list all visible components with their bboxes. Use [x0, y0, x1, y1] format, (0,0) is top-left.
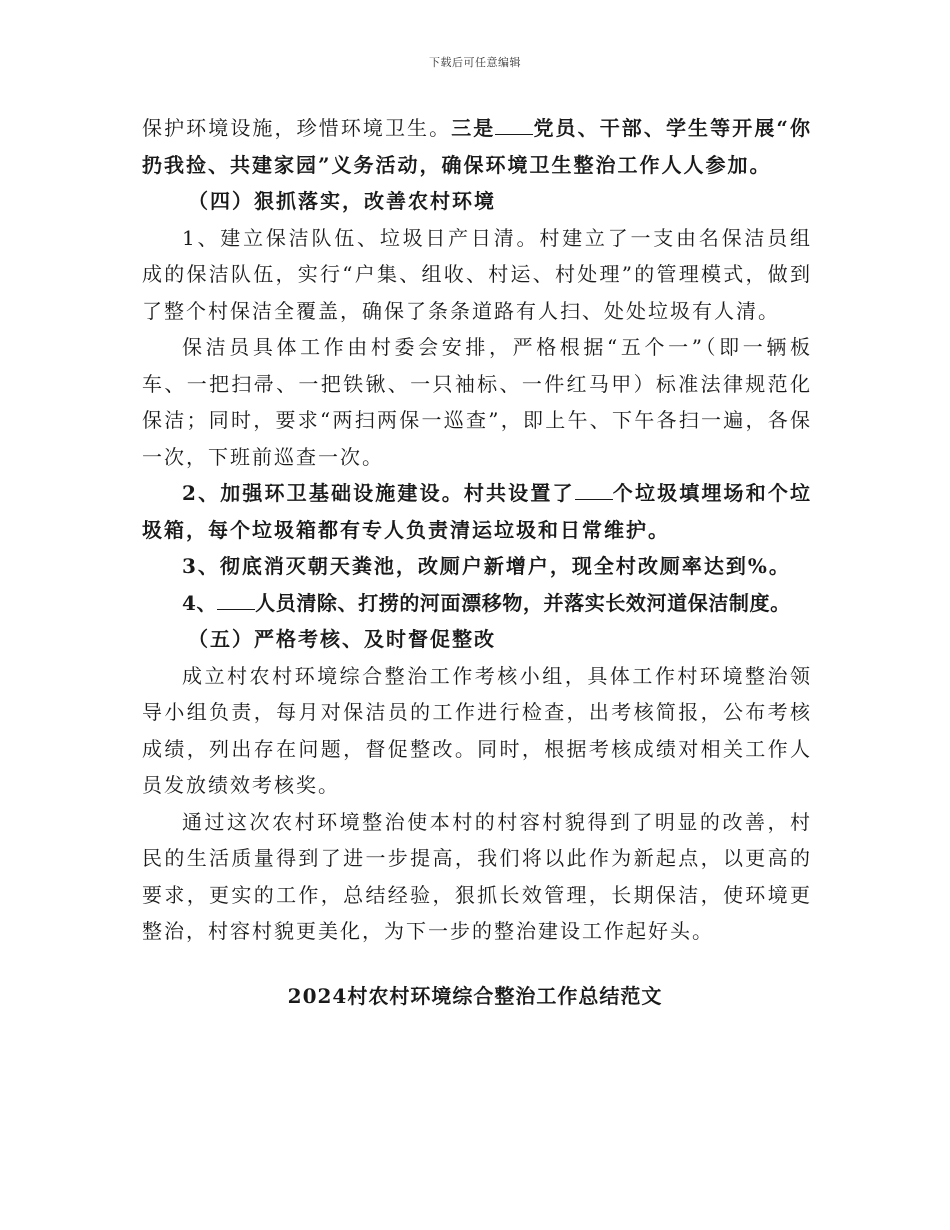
- blank-underline: [575, 479, 613, 500]
- paragraph-text: 村建立了一支由名保洁员组成的保洁队伍，实行“户集、组收、村运、村处理”的管理模式，做到了整个村保洁全覆盖，确保了条条道路有人扫、处处垃圾有人清。: [142, 225, 812, 323]
- blank-underline: [495, 114, 533, 135]
- paragraph-text: 个垃圾填埋场和个垃圾箱，每个垃圾箱都有专人负责清运垃圾和日常维护。: [142, 481, 813, 542]
- paragraph-text-bold: 三是: [451, 116, 496, 140]
- paragraph: [142, 220, 812, 330]
- paragraph: 成立村农村环境综合整治工作考核小组，具体工作村环境整治领导小组负责，每月对保洁员的工作进行检查，出考核简报，公布考核成绩，列出存在问题，督促整改。同时，根据考核成绩对相关工作人员发放绩效考核奖。: [142, 663, 812, 797]
- paragraph-text: 人员清除、打捞的河面漂移物，并落实长效河道保洁制度。: [255, 590, 791, 615]
- blank-underline: [217, 589, 255, 610]
- section-heading: （五）严格考核、及时督促整改: [188, 627, 496, 651]
- paragraph-bold: [142, 585, 812, 622]
- paragraph-text-bold: 党员、干部、学生等开展“你扔我捡、共建家园”义务活动，确保环境卫生整治工作人人参加。: [142, 116, 812, 177]
- document-body: [142, 110, 812, 950]
- paragraph: 通过这次农村环境整治使本村的村容村貌得到了明显的改善，村民的生活质量得到了进一步提高，我们将以此作为新起点，以更高的要求，更实的工作，总结经验，狠抓长效管理，长期保洁，使环境更整治，村容村貌更美化，为下一步的整治建设工作起好头。: [142, 809, 812, 943]
- paragraph-text: 保护环境设施，珍惜环境卫生。: [142, 116, 452, 140]
- paragraph: 保洁员具体工作由村委会安排，严格根据“五个一”（即一辆板车、一把扫帚、一把铁锹、一只袖标、一件红马甲）标准法律规范化保洁；同时，要求“两扫两保一巡查”，即上午、下午各扫一遍，各保一次，下班前巡查一次。: [142, 335, 812, 469]
- document-title: 2024村农村环境综合整治工作总结范文: [287, 984, 663, 1008]
- section-heading: （四）狠抓落实，改善农村环境: [188, 189, 496, 213]
- paragraph-lead: 1、建立保洁队伍、垃圾日产日清。: [182, 225, 540, 250]
- paragraph-bold: 3、彻底消灭朝天粪池，改厕户新增户，现全村改厕率达到%。: [182, 554, 791, 578]
- paragraph-text: 2、加强环卫基础设施建设。村共设置了: [182, 481, 575, 505]
- paragraph: [142, 110, 812, 183]
- paragraph-bold: [142, 475, 812, 548]
- paragraph-text: 4、: [182, 590, 218, 615]
- page-header: 下载后可任意编辑: [429, 56, 521, 69]
